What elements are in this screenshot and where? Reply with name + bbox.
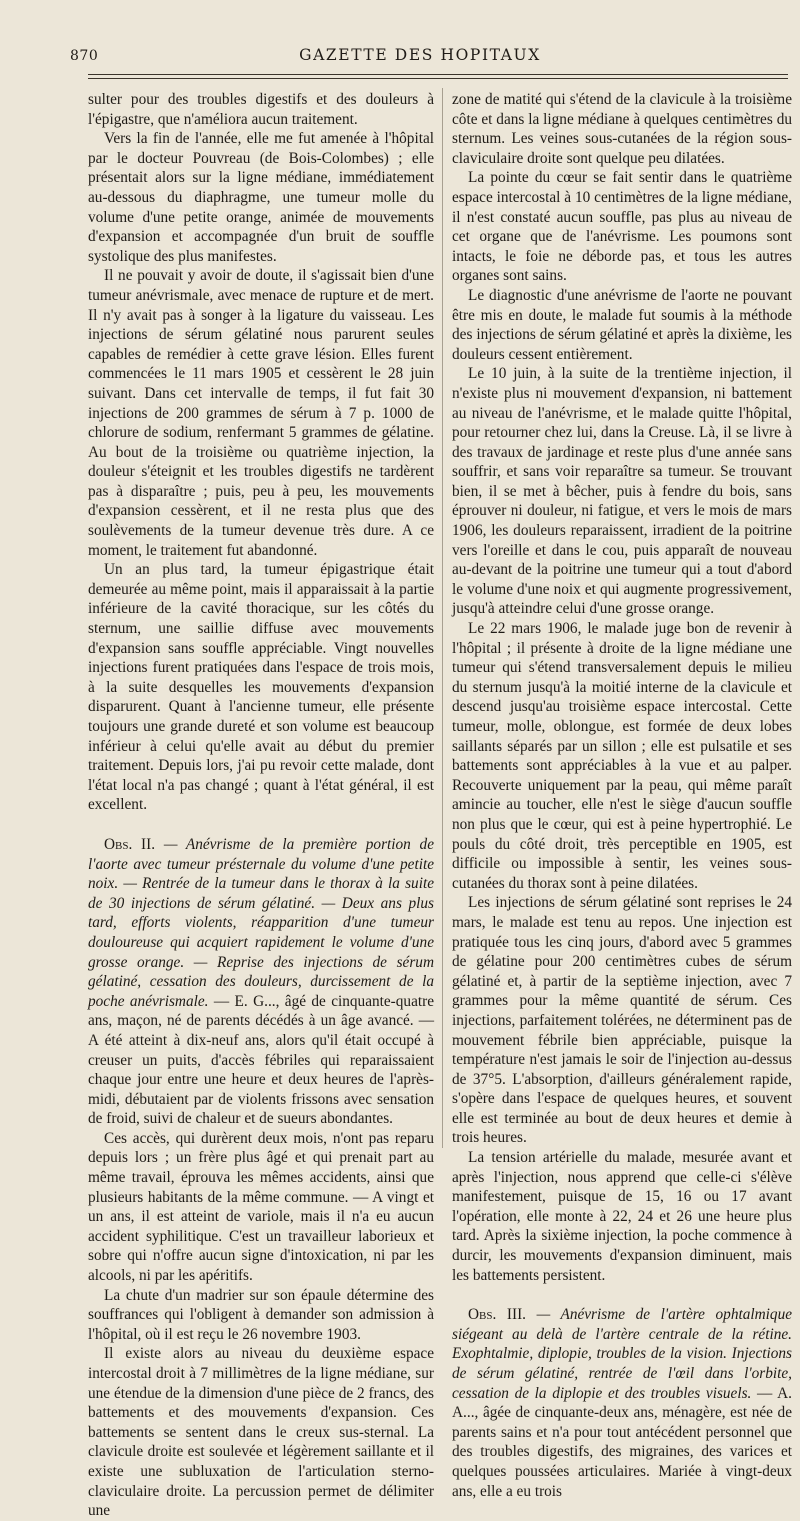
observation-text: — A. A..., âgée de cinquante-deux ans, ménagère, est née de parents sains et n'a pour tout antécédent personnel que des troubles digestifs, des migraines, des varices et quelques poussées articulaires. Mariée à vingt-deux ans, elle a eu trois (452, 1384, 792, 1500)
paragraph: sulter pour des troubles digestifs et des douleurs à l'épigastre, que n'améliora aucun traitement. (88, 91, 434, 128)
paragraph: La tension artérielle du malade, mesurée avant et après l'injection, nous apprend que celle-ci s'élève manifestement, puisque de 15, 16 ou 17 avant l'opération, elle monte à 22, 24 et 26 une heure plus tard. Après la sixième injection, la poche commence à durcir, les mouvements d'expansion diminuent, mais les battements persistent. (452, 1149, 792, 1284)
paragraph: Les injections de sérum gélatiné sont reprises le 24 mars, le malade est tenu au repos. Une injection est pratiquée tous les cinq jours, d'abord avec 5 grammes de gélatine pour 200 centimètres cubes de sérum gélatiné et, à partir de la septième injection, avec 7 grammes pour la même quantité de sérum. Ces injections, parfaitement tolérées, ne déterminent pas de mouvement fébrile bien appréciable, puisque la température n'est jamais le soir de l'injection au-dessus de 37°5. L'absorption, d'ailleurs généralement rapide, s'opère dans l'espace de quelques heures, et souvent elle est terminée au bout de deux heures et demie à trois heures. (452, 894, 792, 1147)
left-column (88, 90, 434, 1521)
paragraph: Il ne pouvait y avoir de doute, il s'agissait bien d'une tumeur anévrismale, avec menace de rupture et de mert. Il n'y avait pas à songer à la ligature du vaisseau. Les injections de sérum gélatiné nous parurent seules capables de remédier à cette grave lésion. Elles furent commencées le 11 mars 1905 et cessèrent le 28 juin suivant. Dans cet intervalle de temps, il fut fait 30 injections de 200 grammes de sérum à 7 p. 1000 de chlorure de sodium, renfermant 5 grammes de gélatine. Au bout de la troisième ou quatrième injection, la douleur s'éteignit et les troubles digestifs ne tardèrent pas à disparaître ; puis, peu à peu, les mouvements d'expansion cessèrent, et il ne resta plus que des soulèvements de la tumeur devenue très dure. A ce moment, le traitement fut abandonné. (88, 267, 434, 559)
paragraph: Le 22 mars 1906, le malade juge bon de revenir à l'hôpital ; il présente à droite de la ligne médiane une tumeur qui s'étend transversalement depuis le milieu du sternum jusqu'à la moitié interne de la clavicule et descend jusqu'au troisième espace intercostal. Cette tumeur, molle, oblongue, est formée de deux lobes saillants séparés par un sillon ; elle est pulsatile et ses battements sont appréciables à la vue et au palper. Recouverte uniquement par la peau, qui même paraît amincie au toucher, elle n'est le siège d'aucun souffle non plus que le cœur, qui est à peine hypertrophié. Le pouls du côté droit, très perceptible en 1905, est difficile ou impossible à sentir, les veines sous-cutanées du thorax sont à peine dilatées. (452, 620, 792, 892)
paragraph: zone de matité qui s'étend de la clavicule à la troisième côte et dans la ligne médiane à quelques centimètres du sternum. Les veines sous-cutanées de la région sous-claviculaire droite sont quelque peu dilatées. (452, 91, 792, 167)
observation-title: — Anévrisme de la première portion de l'aorte avec tumeur présternale du volume d'une petite noix. — Rentrée de la tumeur dans le thorax à la suite de 30 injections de sérum gélatiné. — Deux ans plus tard, efforts violents, réapparition d'une tumeur douloureuse qui acquiert rapidement le volume d'une grosse orange. — Reprise des injections de sérum gélatiné, cessation des douleurs, durcissement de la poche anévrismale. (88, 835, 434, 1010)
observation-title: — Anévrisme de l'artère ophtalmique siégeant au delà de l'artère centrale de la rétine. Exophtalmie, diplopie, troubles de la vision. Injections de sérum gélatiné, rentrée de l'œil dans l'orbite, cessation de la diplopie et des troubles visuels. (452, 1306, 793, 1402)
paragraph: Un an plus tard, la tumeur épigastrique était demeurée au même point, mais il apparaissait à la partie inférieure de la cavité thoracique, sur les côtés du sternum, une saillie diffuse avec mouvements d'expansion sans souffle appréciable. Vingt nouvelles injections furent pratiquées dans l'espace de trois mois, à la suite desquelles les mouvements d'expansion disparurent. Quant à l'ancienne tumeur, elle présente toujours une grande dureté et son volume est beaucoup inférieur à celui qu'elle avait au début du premier traitement. Depuis lors, j'ai pu revoir cette malade, dont l'état local n'a pas changé ; quant à l'état général, il est excellent. (88, 561, 434, 814)
paragraph: Le diagnostic d'une anévrisme de l'aorte ne pouvant être mis en doute, le malade fut soumis à la méthode des injections de sérum gélatiné et après la dixième, les douleurs cessent entièrement. (452, 286, 792, 363)
observation-heading (452, 1305, 792, 1501)
observation-label: Obs. II. (104, 835, 156, 853)
paragraph: Ces accès, qui durèrent deux mois, n'ont pas reparu depuis lors ; un frère plus âgé et qui prenait part au même travail, éprouva les mêmes accidents, ainsi que plusieurs habitants de la même commune. — A vingt et un ans, il est atteint de variole, mais il n'a eu aucun accident syphilitique. C'est un travailleur laborieux et sobre qui n'offre aucun signe d'intoxication, ni par les alcools, ni par les apéritifs. (88, 1129, 434, 1285)
paragraph: Vers la fin de l'année, elle me fut amenée à l'hôpital par le docteur Pouvreau (de Bois-Colombes) ; elle présentait alors sur la ligne médiane, immédiatement au-dessous du diaphragme, une tumeur molle du volume d'une petite orange, animée de mouvements d'expansion et accompagnée d'un bruit de souffle systolique des plus manifestes. (88, 130, 434, 265)
observation-heading (88, 835, 434, 1129)
paragraph: La chute d'un madrier sur son épaule détermine des souffrances qui l'obligent à demander son admission à l'hôpital, où il est reçu le 26 novembre 1903. (88, 1286, 434, 1343)
paragraph: Il existe alors au niveau du deuxième espace intercostal droit à 7 millimètres de la ligne médiane, sur une étendue de la dimension d'une pièce de 2 francs, des battements et des mouvements d'expansion. Ces battements se sentent dans le creux sus-sternal. La clavicule droite est soulevée et légèrement saillante et il existe une subluxation de l'articulation sterno-claviculaire droite. La percussion permet de délimiter une (88, 1345, 434, 1520)
header-double-rule (88, 74, 788, 79)
running-title: GAZETTE DES HOPITAUX (299, 46, 541, 64)
observation-label: Obs. III. (468, 1306, 527, 1324)
page-header (70, 42, 770, 70)
column-divider (442, 88, 443, 1148)
observation-text: — E. G..., âgé de cinquante-quatre ans, maçon, né de parents décédés à un âge avancé. — A été atteint à dix-neuf ans, alors qu'il était occupé à creuser un puits, d'accès fébriles qui reparaissaient chaque jour entre une heure et deux heures de l'après-midi, débutaient par de violents frissons avec sensation de froid, suivi de chaleur et de sueurs abondantes. (88, 992, 434, 1128)
right-column (452, 90, 792, 1501)
page-number: 870 (70, 48, 99, 64)
paragraph: La pointe du cœur se fait sentir dans le quatrième espace intercostal à 10 centimètres de la ligne médiane, il n'est constaté aucun souffle, pas plus au niveau de cet organe que de l'anévrisme. Les poumons sont intacts, le foie ne déborde pas, et tous les autres organes sont sains. (452, 169, 792, 285)
paragraph: Le 10 juin, à la suite de la trentième injection, il n'existe plus ni mouvement d'expansion, ni battement au niveau de l'anévrisme, et le malade quitte l'hôpital, pour retourner chez lui, dans la Creuse. Là, il se livre à des travaux de jardinage et reste plus d'une année sans souffrir, et sans voir reparaître sa tumeur. Se trouvant bien, il se met à bêcher, puis à fendre du bois, sans éprouver ni douleur, ni fatigue, et vers le mois de mars 1906, les douleurs reparaissent, irradient de la poitrine vers l'oreille et dans le cou, puis apparaît de nouveau au-devant de la poitrine une tumeur qui a tout d'abord le volume d'une noix et qui augmente progressivement, jusqu'à atteindre celui d'une grosse orange. (452, 365, 792, 618)
